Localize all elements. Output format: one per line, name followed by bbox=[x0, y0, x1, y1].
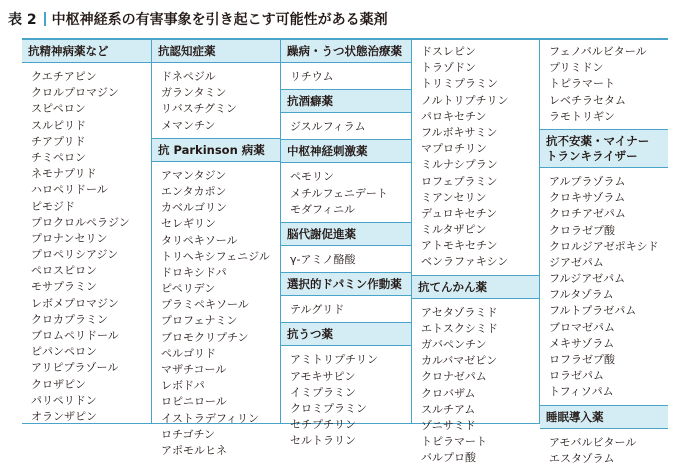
drug-name: パリペリドン bbox=[31, 393, 97, 407]
drug-name: テルグリド bbox=[290, 303, 345, 317]
drug-section bbox=[152, 40, 280, 138]
section-heading: 脳代謝促進薬 bbox=[281, 222, 411, 246]
drug-name: ゾニサミド bbox=[421, 418, 476, 432]
drug-name: ガランタミン bbox=[161, 86, 227, 100]
table-title bbox=[8, 7, 388, 31]
drug-name: ジアゼパム bbox=[549, 255, 604, 269]
drug-name: ガバペンチン bbox=[421, 338, 487, 351]
drug-name: ロフラゼプ酸 bbox=[549, 353, 615, 366]
table-caption: 中枢神経系の有害事象を引き起こす可能性がある薬剤 bbox=[51, 12, 388, 28]
drug-section bbox=[540, 40, 668, 129]
drug-name: ジスルフィラム bbox=[290, 120, 366, 134]
drug-name: クロバザム bbox=[421, 386, 476, 400]
drug-name: トフィソパム bbox=[549, 385, 614, 399]
column-3 bbox=[281, 40, 412, 448]
drug-name: スルチアム bbox=[421, 402, 476, 416]
drug-name: ノルトリプチリン bbox=[421, 93, 509, 107]
drug-name: リチウム bbox=[290, 70, 334, 83]
drug-list bbox=[281, 296, 411, 322]
drug-name: トリミプラミン bbox=[421, 77, 498, 91]
drug-name: ロピニロール bbox=[161, 395, 227, 409]
drug-name: レボドパ bbox=[161, 379, 205, 393]
drug-name: パロキセチン bbox=[421, 109, 487, 123]
drug-name: ベンラファキシン bbox=[421, 255, 509, 269]
drug-name: アマンタジン bbox=[161, 168, 227, 182]
drug-name: ミルナシプラン bbox=[421, 158, 498, 172]
drug-name: ピパンペロン bbox=[31, 345, 97, 359]
drug-list bbox=[281, 246, 411, 272]
drug-name: スルピリド bbox=[31, 118, 86, 132]
drug-name: ブロモクリプチン bbox=[161, 330, 249, 344]
drug-name: プロクロルペラジン bbox=[31, 215, 130, 229]
drug-name: ペモリン bbox=[290, 170, 334, 184]
drug-name: プリミドン bbox=[549, 61, 604, 75]
section-heading: 躁病・うつ状態治療薬 bbox=[281, 40, 411, 63]
drug-name: マプロチリン bbox=[421, 142, 487, 156]
drug-list bbox=[412, 40, 539, 275]
drug-name: アモバルビタール bbox=[549, 435, 637, 449]
drug-name: セチプチリン bbox=[290, 418, 356, 432]
section-heading: 抗うつ薬 bbox=[281, 322, 411, 346]
drug-name: アモキサピン bbox=[290, 369, 356, 383]
drug-name: セレギリン bbox=[161, 217, 216, 231]
drug-name: ペロスピロン bbox=[31, 264, 97, 278]
drug-name: プラミペキソール bbox=[161, 298, 249, 312]
drug-name: カルバマゼピン bbox=[421, 354, 498, 368]
drug-section bbox=[22, 40, 151, 429]
drug-name: クロルプロマジン bbox=[31, 86, 119, 100]
drug-name: クロチアゼパム bbox=[549, 207, 626, 221]
drug-name: チミペロン bbox=[31, 150, 86, 164]
drug-name: ドネペジル bbox=[161, 70, 216, 83]
drug-name: アトモキセチン bbox=[421, 239, 498, 253]
drug-list bbox=[540, 168, 668, 405]
drug-name: イストラデフィリン bbox=[161, 411, 260, 425]
drug-section bbox=[281, 139, 411, 222]
table-number: 表 2 bbox=[8, 12, 37, 28]
drug-list bbox=[540, 40, 668, 129]
drug-section bbox=[281, 40, 411, 89]
section-heading: 中枢神経刺激薬 bbox=[281, 139, 411, 163]
drug-name: クロミプラミン bbox=[290, 401, 367, 415]
drug-name: クロナゼパム bbox=[421, 370, 487, 384]
drug-name: ペルゴリド bbox=[161, 346, 216, 360]
drug-name: レボメプロマジン bbox=[31, 296, 119, 310]
drug-name: アミトリプチリン bbox=[290, 353, 378, 367]
column-5 bbox=[540, 40, 668, 465]
drug-list bbox=[152, 63, 280, 138]
drug-list bbox=[281, 346, 411, 453]
section-heading-line: トランキライザー bbox=[546, 148, 638, 163]
drug-name: トピラマート bbox=[421, 435, 487, 449]
drug-name: メチルフェニデート bbox=[290, 186, 388, 200]
drug-name: モサプラミン bbox=[31, 280, 97, 294]
drug-name: ピモジド bbox=[31, 199, 75, 213]
drug-name: カベルゴリン bbox=[161, 201, 227, 215]
drug-name: メキサゾラム bbox=[549, 336, 615, 350]
drug-name: プロペリシアジン bbox=[31, 248, 119, 262]
drug-name: フルトプラゼパム bbox=[549, 304, 637, 318]
drug-section bbox=[412, 275, 539, 471]
drug-name: オランザピン bbox=[31, 409, 97, 423]
drug-name: フルジアゼパム bbox=[549, 272, 626, 286]
drug-section bbox=[540, 129, 668, 405]
section-heading: 抗認知症薬 bbox=[152, 40, 280, 63]
section-heading bbox=[540, 129, 668, 168]
drug-list bbox=[412, 299, 539, 471]
drug-name: メマンチン bbox=[161, 118, 216, 132]
drug-list bbox=[540, 429, 668, 471]
drug-name: プロナンセリン bbox=[31, 231, 108, 245]
drug-name: ドスレピン bbox=[421, 45, 476, 58]
drug-list bbox=[152, 162, 280, 463]
drug-name: アポモルヒネ bbox=[161, 443, 227, 457]
column-2 bbox=[152, 40, 281, 457]
section-heading: 抗てんかん薬 bbox=[412, 275, 539, 299]
drug-name: アリピプラゾール bbox=[31, 361, 119, 375]
drug-name: クロカプラミン bbox=[31, 312, 108, 326]
drug-name: バルプロ酸 bbox=[421, 451, 476, 465]
drug-name: レベチラセタム bbox=[549, 93, 626, 107]
drug-name: フェノバルビタール bbox=[549, 45, 647, 58]
drug-list bbox=[281, 63, 411, 89]
drug-list bbox=[281, 113, 411, 139]
drug-name: エスタゾラム bbox=[549, 451, 615, 465]
section-heading: 抗精神病薬など bbox=[22, 40, 151, 63]
drug-name: ロラゼパム bbox=[549, 369, 604, 383]
drug-name: スピペロン bbox=[31, 102, 86, 116]
column-4 bbox=[412, 40, 540, 465]
drug-name: フルタゾラム bbox=[549, 288, 614, 302]
drug-section bbox=[281, 272, 411, 322]
drug-name: γ-アミノ酪酸 bbox=[290, 252, 356, 266]
drug-name: ハロペリドール bbox=[31, 183, 108, 197]
drug-name: イミプラミン bbox=[290, 385, 356, 399]
drug-name: エトスクシミド bbox=[421, 321, 498, 335]
drug-name: トリヘキシフェニジル bbox=[161, 249, 270, 263]
drug-name: ミアンセリン bbox=[421, 190, 487, 204]
drug-name: ミルタザピン bbox=[421, 223, 487, 237]
section-heading: 睡眠導入薬 bbox=[540, 405, 668, 429]
drug-name: ラモトリギン bbox=[549, 109, 615, 123]
drug-name: チアプリド bbox=[31, 134, 86, 148]
drug-name: プロフェナミン bbox=[161, 314, 238, 328]
column-1 bbox=[22, 40, 152, 423]
section-heading-line: 抗不安薬・マイナー bbox=[546, 133, 650, 148]
drug-name: ロチゴチン bbox=[161, 427, 216, 441]
drug-name: クロキサゾラム bbox=[549, 191, 626, 205]
drug-section bbox=[412, 40, 539, 275]
drug-list bbox=[281, 163, 411, 222]
drug-name: クロラゼプ酸 bbox=[549, 223, 615, 237]
drug-name: アセタゾラミド bbox=[421, 305, 498, 319]
drug-name: エンタカポン bbox=[161, 184, 227, 198]
drug-name: ブロマゼパム bbox=[549, 320, 615, 334]
drug-name: クエチアピン bbox=[31, 70, 97, 83]
drug-name: アルプラゾラム bbox=[549, 174, 626, 188]
drug-name: ブロムペリドール bbox=[31, 329, 119, 342]
drug-name: ピペリデン bbox=[161, 282, 216, 296]
title-separator bbox=[44, 12, 46, 26]
drug-table bbox=[22, 38, 668, 465]
drug-name: トラゾドン bbox=[421, 61, 476, 75]
drug-name: セルトラリン bbox=[290, 434, 356, 448]
drug-section bbox=[281, 89, 411, 139]
drug-section bbox=[281, 222, 411, 272]
drug-name: デュロキセチン bbox=[421, 206, 498, 220]
drug-name: クロザピン bbox=[31, 377, 86, 391]
drug-name: タリペキソール bbox=[161, 233, 238, 247]
drug-name: ドロキシドパ bbox=[161, 265, 227, 279]
section-heading: 抗酒癖薬 bbox=[281, 89, 411, 113]
drug-name: トピラマート bbox=[549, 77, 615, 91]
drug-section bbox=[540, 405, 668, 471]
drug-name: フルボキサミン bbox=[421, 125, 498, 139]
drug-section bbox=[152, 138, 280, 463]
drug-name: クロルジアゼポキシド bbox=[549, 239, 659, 253]
drug-section bbox=[281, 322, 411, 453]
drug-name: ネモナプリド bbox=[31, 167, 97, 181]
section-heading: 抗 Parkinson 病薬 bbox=[152, 138, 280, 162]
drug-list bbox=[22, 63, 151, 429]
drug-name: ロフェプラミン bbox=[421, 174, 498, 188]
section-heading: 選択的ドパミン作動薬 bbox=[281, 272, 411, 296]
drug-name: リバスチグミン bbox=[161, 102, 238, 116]
drug-name: マザチコール bbox=[161, 363, 227, 376]
drug-name: モダフィニル bbox=[290, 202, 356, 216]
